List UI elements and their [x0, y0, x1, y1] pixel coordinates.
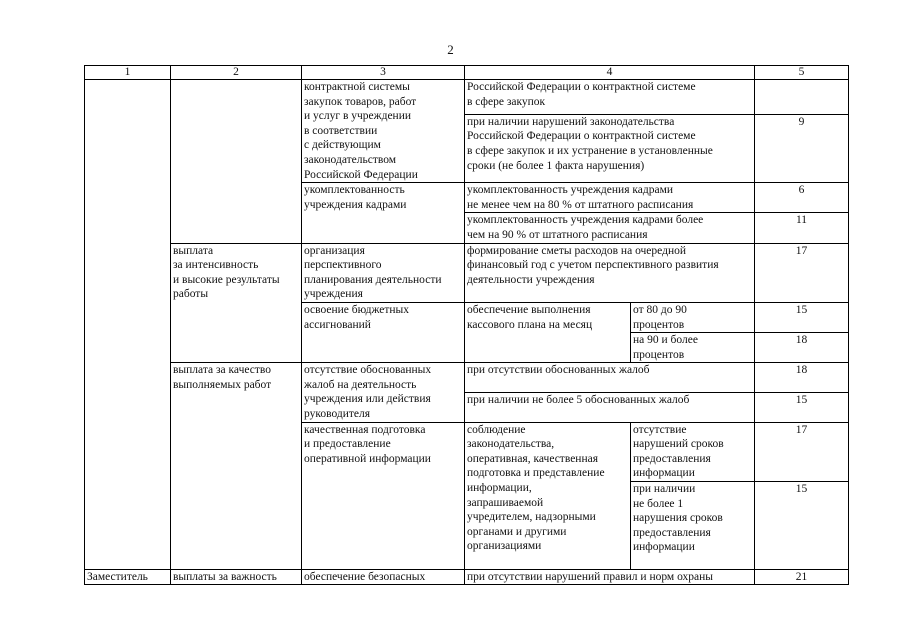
table-cell: укомплектованность учреждения кадрами [302, 183, 465, 243]
criteria-table [84, 65, 849, 585]
table-cell: 18 [755, 363, 849, 393]
table-cell: на 90 и более процентов [631, 333, 755, 363]
table-cell: 15 [755, 392, 849, 422]
table-cell: 21 [755, 569, 849, 585]
table-cell: 15 [755, 302, 849, 332]
table-cell [755, 80, 849, 115]
table-cell: укомплектованность учреждения кадрами не менее чем на 80 % от штатного расписания [465, 183, 755, 213]
table-row [85, 363, 849, 393]
table-cell: контрактной системы закупок товаров, работ и услуг в учреждении в соответствии с действующим законодательством Российской Федерации [302, 80, 465, 183]
table-row [85, 243, 849, 302]
table-cell: выплата за интенсивность и высокие результаты работы [171, 243, 302, 363]
table-cell: 11 [755, 213, 849, 243]
table-cell: организация перспективного планирования деятельности учреждения [302, 243, 465, 302]
table-body [85, 80, 849, 585]
header-col-3: 3 [302, 66, 465, 80]
table-cell: Заместитель [85, 569, 171, 585]
table-cell: от 80 до 90 процентов [631, 302, 755, 332]
table-cell: при наличии не более 5 обоснованных жалоб [465, 392, 755, 422]
table-cell: при отсутствии обоснованных жалоб [465, 363, 755, 393]
table-row [85, 80, 849, 115]
table-cell: 17 [755, 243, 849, 302]
table-cell: 15 [755, 482, 849, 570]
table-cell: выплата за качество выполняемых работ [171, 363, 302, 569]
table-cell: 17 [755, 422, 849, 481]
table-cell: качественная подготовка и предоставление оперативной информации [302, 422, 465, 569]
table-cell: отсутствие нарушений сроков предоставления информации [631, 422, 755, 481]
table-cell: формирование сметы расходов на очередной финансовый год с учетом перспективного развития деятельности учреждения [465, 243, 755, 302]
table-cell: отсутствие обоснованных жалоб на деятельность учреждения или действия руководителя [302, 363, 465, 422]
table-cell: обеспечение безопасных [302, 569, 465, 585]
table-cell: обеспечение выполнения кассового плана на месяц [465, 302, 631, 362]
header-col-2: 2 [171, 66, 302, 80]
table-cell: соблюдение законодательства, оперативная, качественная подготовка и представление информации, запрашиваемой учредителем, надзорными органами и другими организациями [465, 422, 631, 569]
table-cell: освоение бюджетных ассигнований [302, 302, 465, 362]
table-cell: при отсутствии нарушений правил и норм охраны [465, 569, 755, 585]
header-col-5: 5 [755, 66, 849, 80]
table-cell: 9 [755, 114, 849, 182]
header-col-4: 4 [465, 66, 755, 80]
table-row [85, 569, 849, 585]
table-cell [85, 80, 171, 570]
table-cell: 18 [755, 333, 849, 363]
table-cell: при наличии не более 1 нарушения сроков предоставления информации [631, 482, 755, 570]
table-cell: укомплектованность учреждения кадрами более чем на 90 % от штатного расписания [465, 213, 755, 243]
table-cell: Российской Федерации о контрактной системе в сфере закупок [465, 80, 755, 115]
page-number: 2 [447, 42, 454, 57]
table-cell: 6 [755, 183, 849, 213]
header-row [85, 66, 849, 80]
table-cell [171, 80, 302, 244]
table-cell: при наличии нарушений законодательства Российской Федерации о контрактной системе в сфере закупок и их устранение в установленные сроки (не более 1 факта нарушения) [465, 114, 755, 182]
table-cell: выплаты за важность [171, 569, 302, 585]
header-col-1: 1 [85, 66, 171, 80]
